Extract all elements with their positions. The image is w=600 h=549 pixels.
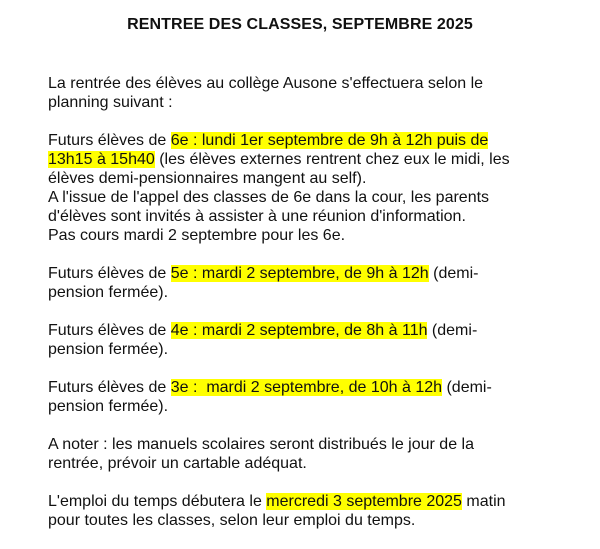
- quatrieme-line-1: [48, 321, 568, 340]
- sixieme-line-2-rest: (les élèves externes rentrent chez eux le midi, les: [154, 151, 510, 168]
- sixieme-prefix: Futurs élèves de: [48, 132, 171, 149]
- quatrieme-line-2: pension fermée).: [48, 341, 169, 358]
- note-line-1: A noter : les manuels scolaires seront distribués le jour de la: [48, 436, 474, 453]
- quatrieme-suffix: (demi-: [427, 322, 478, 339]
- cinquieme-line-2: pension fermée).: [48, 284, 169, 301]
- troisieme-highlight: 3e : mardi 2 septembre, de 10h à 12h: [170, 379, 443, 396]
- cinquieme-prefix: Futurs élèves de: [48, 265, 171, 282]
- troisieme-line-2: pension fermée).: [48, 398, 169, 415]
- cinquieme-suffix: (demi-: [428, 265, 479, 282]
- timetable-prefix: L'emploi du temps débutera le: [48, 493, 267, 510]
- troisieme-line-1: [48, 378, 568, 397]
- sixieme-line-2: [48, 150, 568, 169]
- cinquieme-paragraph: [48, 264, 568, 302]
- cinquieme-line-1: [48, 264, 568, 283]
- sixieme-line-5: d'élèves sont invités à assister à une réunion d'information.: [48, 208, 466, 225]
- sixieme-line-4: A l'issue de l'appel des classes de 6e dans la cour, les parents: [48, 189, 490, 206]
- sixieme-highlight-2: 13h15 à 15h40: [48, 151, 155, 168]
- timetable-highlight: mercredi 3 septembre 2025: [266, 493, 462, 510]
- note-line-2: rentrée, prévoir un cartable adéquat.: [48, 455, 307, 472]
- intro-paragraph: [48, 74, 568, 112]
- sixieme-line-1: [48, 131, 568, 150]
- troisieme-prefix: Futurs élèves de: [48, 379, 171, 396]
- document-body: [48, 74, 568, 549]
- timetable-line-2: pour toutes les classes, selon leur emploi du temps.: [48, 512, 416, 529]
- timetable-paragraph: [48, 492, 568, 530]
- timetable-line-1: [48, 492, 568, 511]
- quatrieme-paragraph: [48, 321, 568, 359]
- sixieme-highlight-1: 6e : lundi 1er septembre de 9h à 12h puis de: [170, 132, 489, 149]
- note-paragraph: [48, 435, 568, 473]
- sixieme-line-6: Pas cours mardi 2 septembre pour les 6e.: [48, 227, 346, 244]
- intro-line-2: planning suivant :: [48, 94, 173, 111]
- timetable-suffix: matin: [461, 493, 506, 510]
- quatrieme-prefix: Futurs élèves de: [48, 322, 171, 339]
- cinquieme-highlight: 5e : mardi 2 septembre, de 9h à 12h: [170, 265, 429, 282]
- page-title: RENTREE DES CLASSES, SEPTEMBRE 2025: [127, 16, 473, 33]
- sixieme-line-3: élèves demi-pensionnaires mangent au self).: [48, 170, 367, 187]
- troisieme-suffix: (demi-: [442, 379, 492, 396]
- troisieme-paragraph: [48, 378, 568, 416]
- quatrieme-highlight: 4e : mardi 2 septembre, de 8h à 11h: [170, 322, 428, 339]
- intro-line-1: La rentrée des élèves au collège Ausone s'effectuera selon le: [48, 75, 484, 92]
- sixieme-paragraph: [48, 131, 568, 245]
